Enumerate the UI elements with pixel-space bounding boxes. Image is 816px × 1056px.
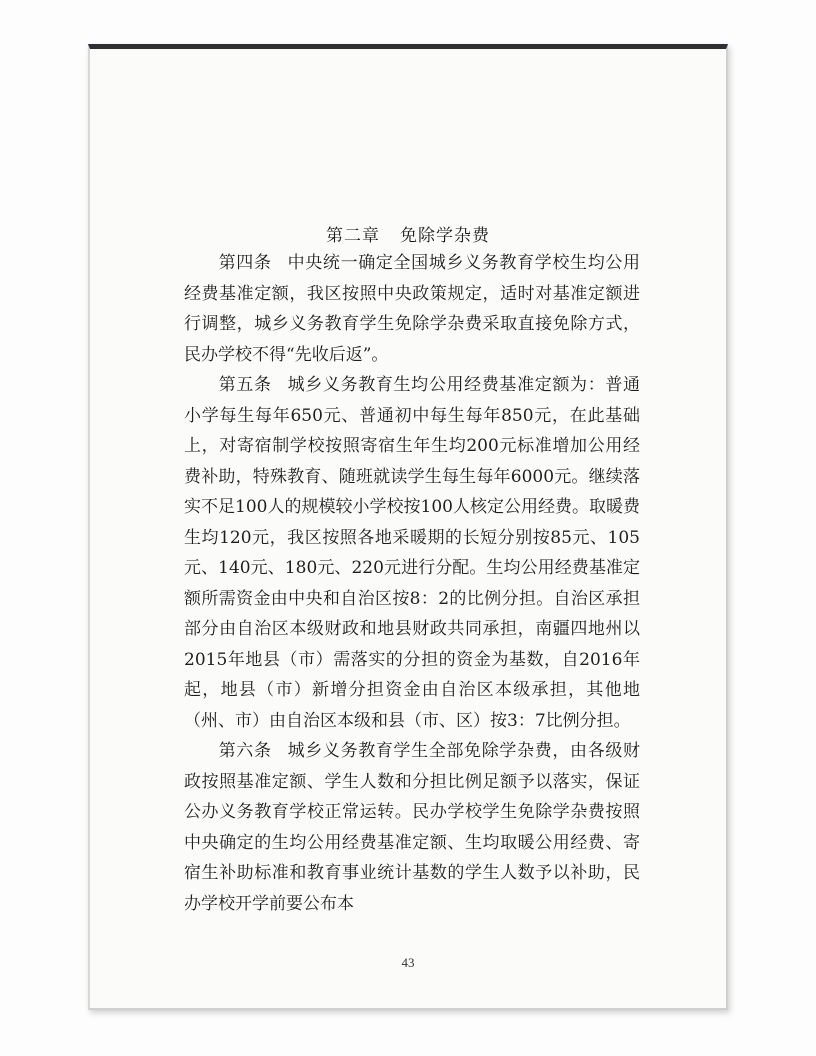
article-paragraph (184, 370, 640, 736)
article-number: 第四条 (218, 253, 272, 273)
article-number: 第六条 (218, 741, 272, 761)
article-text: 城乡义务教育生均公用经费基准定额为：普通小学每生每年650元、普通初中每生每年850元，在此基础上，对寄宿制学校按照寄宿生年生均200元标准增加公用经费补助，特殊教育、随班就读学生每生每年6000元。继续落实不足100人的规模较小学校按100人核定公用经费。取暖费生均120元，我区按照各地采暖期的长短分别按85元、105元、140元、180元、220元进行分配。生均公用经费基准定额所需资金由中央和自治区按8：2的比例分担。自治区承担部分由自治区本级财政和地县财政共同承担，南疆四地州以2015年地县（市）需落实的分担的资金为基数，自2016年起，地县（市）新增分担资金由自治区本级承担，其他地（州、市）由自治区本级和县（市、区）按3：7比例分担。 (184, 375, 640, 731)
article-paragraph (184, 736, 640, 919)
article-text: 中央统一确定全国城乡义务教育学校生均公用经费基准定额，我区按照中央政策规定，适时对基准定额进行调整，城乡义务教育学生免除学杂费采取直接免除方式，民办学校不得“先收后返”。 (184, 253, 640, 365)
chapter-number: 第二章 (326, 226, 380, 246)
document-page (88, 44, 728, 1010)
page-number: 43 (401, 955, 415, 970)
document-body (184, 248, 640, 919)
chapter-title: 免除学杂费 (400, 226, 490, 246)
article-text: 城乡义务教育学生全部免除学杂费，由各级财政按照基准定额、学生人数和分担比例足额予以落实，保证公办义务教育学校正常运转。民办学校学生免除学杂费按照中央确定的生均公用经费基准定额、生均取暖公用经费、寄宿生补助标准和教育事业统计基数的学生人数予以补助，民办学校开学前要公布本 (184, 741, 640, 914)
chapter-heading (90, 221, 726, 246)
article-paragraph (184, 248, 640, 370)
article-number: 第五条 (218, 375, 272, 395)
